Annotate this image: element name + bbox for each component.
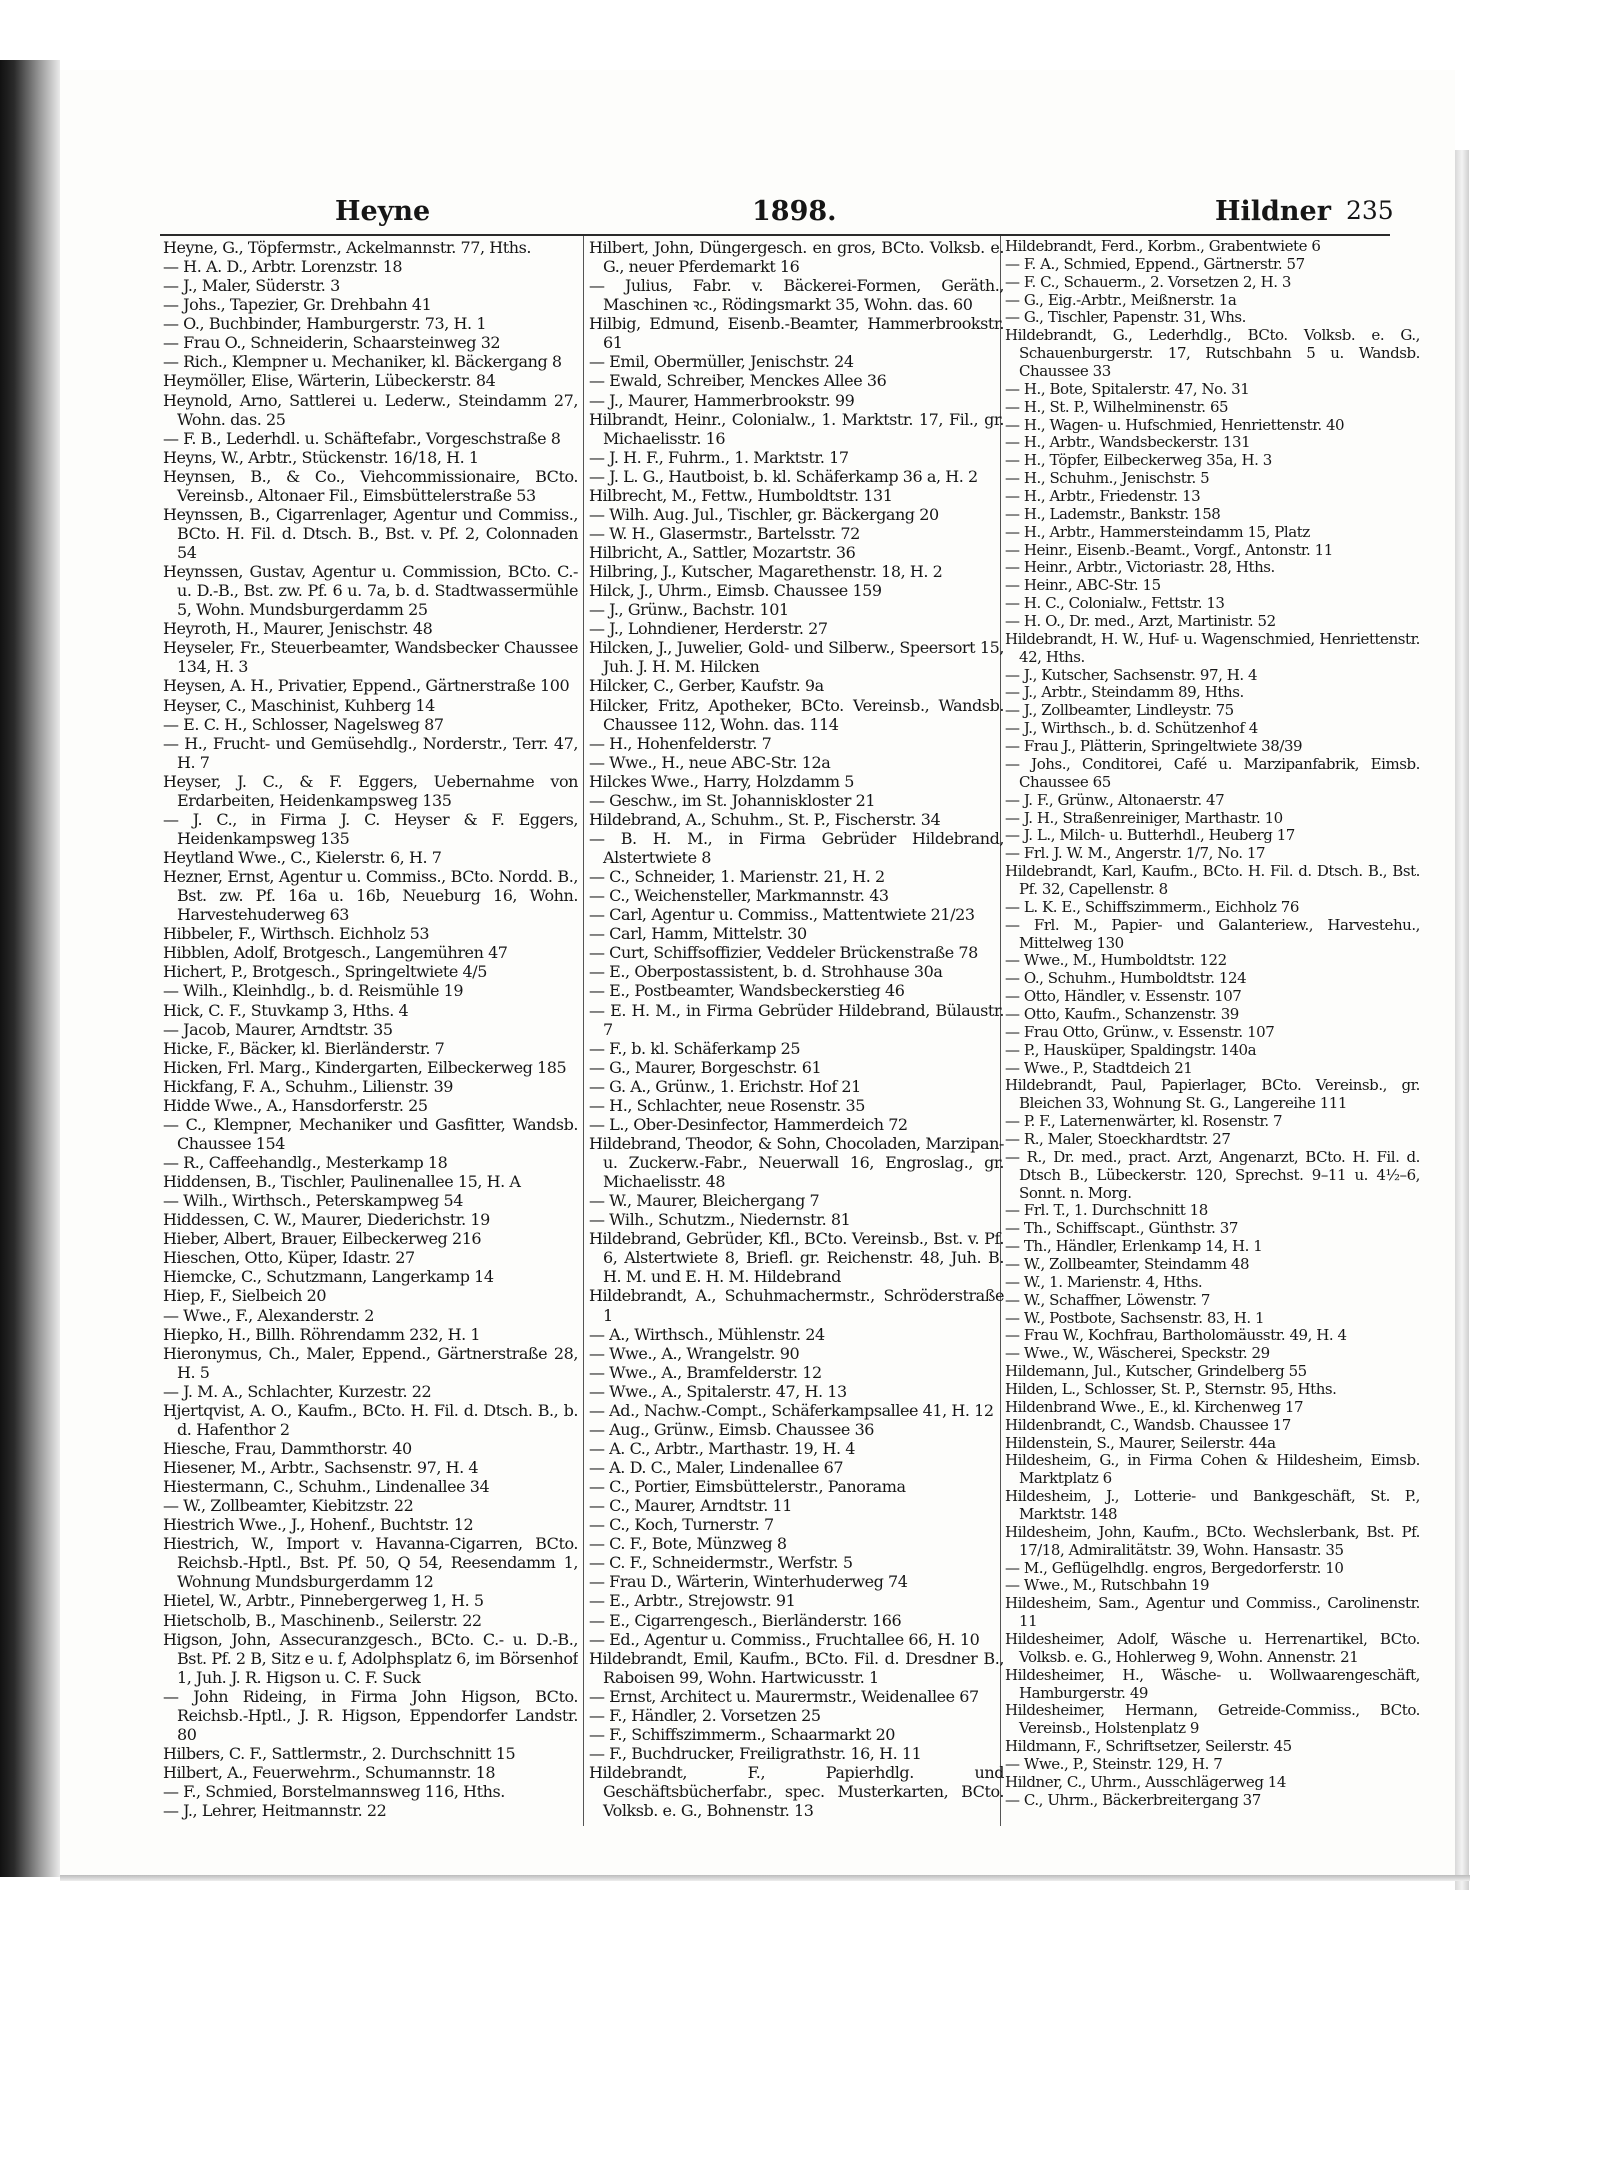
directory-entry: — P. F., Laternenwärter, kl. Rosenstr. 7 bbox=[1005, 1112, 1283, 1131]
directory-entry: — L., Ober-Desinfector, Hammerdeich 72 bbox=[589, 1114, 908, 1134]
directory-entry: — Wwe., F., Alexanderstr. 2 bbox=[163, 1305, 374, 1325]
directory-entry: — Wwe., P., Steinstr. 129, H. 7 bbox=[1005, 1755, 1223, 1774]
directory-entry: Hildebrandt, G., Lederhdlg., BCto. Volksb. e. G., Schauenburgerstr. 17, Rutschbahn 5 u. Wandsb. Chaussee 33 bbox=[1005, 326, 1420, 381]
directory-entry: — J., Lohndiener, Herderstr. 27 bbox=[589, 619, 828, 639]
directory-entry: Hilbrandt, Heinr., Colonialw., 1. Marktstr. 17, Fil., gr. Michaelisstr. 16 bbox=[589, 409, 1004, 448]
directory-entry: Hiestrich Wwe., J., Hohenf., Buchtstr. 12 bbox=[163, 1515, 474, 1535]
directory-entry: — H., Schlachter, neue Rosenstr. 35 bbox=[589, 1095, 866, 1115]
directory-entry: Heynold, Arno, Sattlerei u. Lederw., Steindamm 27, Wohn. das. 25 bbox=[163, 390, 578, 429]
directory-entry: — Th., Schiffscapt., Günthstr. 37 bbox=[1005, 1219, 1238, 1238]
directory-entry: — F., b. kl. Schäferkamp 25 bbox=[589, 1038, 801, 1058]
directory-entry: — G. A., Grünw., 1. Erichstr. Hof 21 bbox=[589, 1076, 861, 1096]
directory-entry: Heyns, W., Arbtr., Stückenstr. 16/18, H. 1 bbox=[163, 447, 479, 467]
directory-entry: Hieronymus, Ch., Maler, Eppend., Gärtnerstraße 28, H. 5 bbox=[163, 1343, 578, 1382]
directory-entry: — J., Arbtr., Steindamm 89, Hths. bbox=[1005, 683, 1244, 702]
directory-entry: Hilbers, C. F., Sattlermstr., 2. Durchschnitt 15 bbox=[163, 1743, 516, 1763]
directory-entry: — M., Geflügelhdlg. engros, Bergedorferstr. 10 bbox=[1005, 1558, 1344, 1577]
directory-entry: Hildenbrandt, C., Wandsb. Chaussee 17 bbox=[1005, 1415, 1291, 1434]
directory-entry: — Ernst, Architect u. Maurermstr., Weidenallee 67 bbox=[589, 1686, 979, 1706]
directory-entry: — J. H., Straßenreiniger, Marthastr. 10 bbox=[1005, 808, 1283, 827]
directory-entry: — H., Töpfer, Eilbeckerweg 35a, H. 3 bbox=[1005, 451, 1272, 470]
directory-entry: — Wwe., H., neue ABC-Str. 12a bbox=[589, 752, 831, 772]
directory-entry: — Wwe., A., Bramfelderstr. 12 bbox=[589, 1362, 822, 1382]
directory-entry: — J., Grünw., Bachstr. 101 bbox=[589, 600, 789, 620]
directory-entry: Hidde Wwe., A., Hansdorferstr. 25 bbox=[163, 1095, 428, 1115]
directory-entry: Hildenstein, S., Maurer, Seilerstr. 44a bbox=[1005, 1433, 1276, 1452]
directory-entry: — Wilh., Kleinhdlg., b. d. Reismühle 19 bbox=[163, 981, 464, 1001]
directory-entry: — F. A., Schmied, Eppend., Gärtnerstr. 57 bbox=[1005, 254, 1305, 273]
directory-entry: Heynssen, Gustav, Agentur u. Commission, BCto. C.-u. D.-B., Bst. zw. Pf. 6 u. 7a, b. d. Stadtwassermühle 5, Wohn. Mundsburgerdamm 25 bbox=[163, 562, 578, 620]
directory-entry: — H., Bote, Spitalerstr. 47, No. 31 bbox=[1005, 379, 1250, 398]
directory-entry: — Frau D., Wärterin, Winterhuderweg 74 bbox=[589, 1572, 908, 1592]
directory-entry: — Frl. T., 1. Durchschnitt 18 bbox=[1005, 1201, 1208, 1220]
directory-entry: — W., Maurer, Bleichergang 7 bbox=[589, 1191, 820, 1211]
directory-entry: Heyseler, Fr., Steuerbeamter, Wandsbecker Chaussee 134, H. 3 bbox=[163, 638, 578, 677]
directory-entry: — H., Frucht- und Gemüsehdlg., Norderstr., Terr. 47, H. 7 bbox=[163, 733, 578, 772]
directory-entry: — Otto, Kaufm., Schanzenstr. 39 bbox=[1005, 1004, 1239, 1023]
directory-entry: — J. L., Milch- u. Butterhdl., Heuberg 17 bbox=[1005, 826, 1295, 845]
directory-entry: — H., Hohenfelderstr. 7 bbox=[589, 733, 772, 753]
directory-entry: Heymöller, Elise, Wärterin, Lübeckerstr. 84 bbox=[163, 371, 496, 391]
directory-entry: — O., Schuhm., Humboldtstr. 124 bbox=[1005, 969, 1247, 988]
directory-entry: Hildesheim, Sam., Agentur und Commiss., Carolinenstr. 11 bbox=[1005, 1594, 1420, 1631]
directory-entry: Hildebrandt, H. W., Huf- u. Wagenschmied, Henriettenstr. 42, Hths. bbox=[1005, 629, 1420, 666]
directory-entry: — Carl, Agentur u. Commiss., Mattentwiete 21/23 bbox=[589, 905, 975, 925]
directory-entry: Hildebrandt, Karl, Kaufm., BCto. H. Fil. d. Dtsch. B., Bst. Pf. 32, Capellenstr. 8 bbox=[1005, 862, 1420, 898]
directory-entry: Hiestermann, C., Schuhm., Lindenallee 34 bbox=[163, 1477, 490, 1497]
directory-entry: Hildner, C., Uhrm., Ausschlägerweg 14 bbox=[1005, 1772, 1286, 1791]
directory-entry: Hildebrand, Theodor, & Sohn, Chocoladen, Marzipan- u. Zuckerw.-Fabr., Neuerwall 16, Engroslag., gr. Michaelisstr. 48 bbox=[589, 1133, 1004, 1192]
directory-entry: Hilbig, Edmund, Eisenb.-Beamter, Hammerbrookstr. 61 bbox=[589, 314, 1004, 353]
directory-entry: Hick, C. F., Stuvkamp 3, Hths. 4 bbox=[163, 1000, 409, 1020]
directory-entry: Hilcker, C., Gerber, Kaufstr. 9a bbox=[589, 676, 824, 696]
directory-entry: — E. C. H., Schlosser, Nagelsweg 87 bbox=[163, 714, 444, 734]
directory-entry: — A., Wirthsch., Mühlenstr. 24 bbox=[589, 1324, 825, 1344]
directory-entry: Heyser, C., Maschinist, Kuhberg 14 bbox=[163, 695, 435, 715]
directory-entry: Heynsen, B., & Co., Viehcommissionaire, BCto. Vereinsb., Altonaer Fil., Eimsbüttelerstraße 53 bbox=[163, 466, 578, 505]
directory-entry: — C., Koch, Turnerstr. 7 bbox=[589, 1515, 774, 1535]
directory-entry: — Jacob, Maurer, Arndtstr. 35 bbox=[163, 1019, 393, 1039]
directory-entry: — Wwe., M., Rutschbahn 19 bbox=[1005, 1576, 1210, 1595]
directory-entry: Hiestrich, W., Import v. Havanna-Cigarren, BCto. Reichsb.-Hptl., Bst. Pf. 50, Q 54, Reesendamm 1, Wohnung Mundsburgerdamm 12 bbox=[163, 1534, 578, 1592]
directory-entry: — H., Schuhm., Jenischstr. 5 bbox=[1005, 469, 1210, 488]
directory-entry: — Rich., Klempner u. Mechaniker, kl. Bäckergang 8 bbox=[163, 352, 562, 372]
directory-entry: Hieschen, Otto, Küper, Idastr. 27 bbox=[163, 1248, 415, 1268]
directory-entry: — Ad., Nachw.-Compt., Schäferkampsallee 41, H. 12 bbox=[589, 1400, 994, 1420]
directory-entry: — R., Caffeehandlg., Mesterkamp 18 bbox=[163, 1153, 448, 1172]
directory-entry: — F. B., Lederhdl. u. Schäftefabr., Vorgeschstraße 8 bbox=[163, 428, 561, 448]
directory-entry: — H., Arbtr., Wandsbeckerstr. 131 bbox=[1005, 433, 1251, 452]
header-right-keyword: Hildner bbox=[1215, 196, 1331, 227]
directory-entry: — Frau O., Schneiderin, Schaarsteinweg 32 bbox=[163, 333, 501, 353]
directory-entry: Hiepko, H., Billh. Röhrendamm 232, H. 1 bbox=[163, 1324, 481, 1344]
directory-entry: Hicke, F., Bäcker, kl. Bierländerstr. 7 bbox=[163, 1038, 445, 1058]
page-number: 235 bbox=[1346, 196, 1394, 225]
directory-entry: — W., Zollbeamter, Steindamm 48 bbox=[1005, 1254, 1250, 1273]
directory-entry: — Wwe., W., Wäscherei, Speckstr. 29 bbox=[1005, 1344, 1270, 1363]
directory-entry: — Aug., Grünw., Eimsb. Chaussee 36 bbox=[589, 1419, 875, 1439]
directory-entry: — H. A. D., Arbtr. Lorenzstr. 18 bbox=[163, 257, 403, 277]
directory-entry: — F., Buchdrucker, Freiligrathstr. 16, H. 11 bbox=[589, 1743, 922, 1763]
directory-entry: — Otto, Händler, v. Essenstr. 107 bbox=[1005, 987, 1242, 1006]
directory-entry: — A. C., Arbtr., Marthastr. 19, H. 4 bbox=[589, 1438, 855, 1458]
directory-entry: — Geschw., im St. Johanniskloster 21 bbox=[589, 790, 876, 810]
directory-entry: — H., St. P., Wilhelminenstr. 65 bbox=[1005, 397, 1229, 416]
directory-entry: Hilbring, J., Kutscher, Magarethenstr. 18, H. 2 bbox=[589, 562, 943, 582]
directory-entry: — J., Maurer, Hammerbrookstr. 99 bbox=[589, 390, 855, 410]
directory-entry: — L. K. E., Schiffszimmerm., Eichholz 76 bbox=[1005, 897, 1299, 916]
directory-entry: Hilbert, A., Feuerwehrm., Schumannstr. 18 bbox=[163, 1763, 496, 1782]
directory-entry: — H., Arbtr., Hammersteindamm 15, Platz bbox=[1005, 522, 1310, 541]
directory-entry: — J., Maler, Süderstr. 3 bbox=[163, 276, 340, 296]
directory-entry: — F., Schmied, Borstelmannsweg 116, Hths. bbox=[163, 1782, 505, 1802]
directory-entry: — E., Oberpostassistent, b. d. Strohhause 30a bbox=[589, 962, 943, 982]
directory-entry: — R., Dr. med., pract. Arzt, Angenarzt, BCto. H. Fil. d. Dtsch B., Lübeckerstr. 120, Sprechst. 9–11 u. 4½–6, Sonnt. n. Morg. bbox=[1005, 1147, 1420, 1202]
directory-entry: Hilbricht, A., Sattler, Mozartstr. 36 bbox=[589, 543, 856, 562]
directory-entry: — C., Klempner, Mechaniker und Gasfitter, Wandsb. Chaussee 154 bbox=[163, 1114, 578, 1153]
directory-entry: Hildmann, F., Schriftsetzer, Seilerstr. 45 bbox=[1005, 1737, 1292, 1756]
directory-entry: — J., Wirthsch., b. d. Schützenhof 4 bbox=[1005, 719, 1258, 738]
directory-entry: — Frl. M., Papier- und Galanteriew., Harvestehu., Mittelweg 130 bbox=[1005, 915, 1420, 952]
directory-entry: Hildebrand, Gebrüder, Kfl., BCto. Vereinsb., Bst. v. Pf. 6, Alstertwiete 8, Briefl. gr. Reichenstr. 48, Juh. B. H. M. und E. H. M. Hildebrand bbox=[589, 1229, 1004, 1287]
directory-entry: — A. D. C., Maler, Lindenallee 67 bbox=[589, 1458, 844, 1477]
directory-entry: — C., Maurer, Arndtstr. 11 bbox=[589, 1496, 792, 1516]
directory-entry: — E., Arbtr., Strejowstr. 91 bbox=[589, 1591, 796, 1611]
directory-entry: Hildesheimer, Hermann, Getreide-Commiss., BCto. Vereinsb., Holstenplatz 9 bbox=[1005, 1701, 1420, 1738]
directory-entry: — Heinr., ABC-Str. 15 bbox=[1005, 576, 1161, 595]
directory-entry: — C., Portier, Eimsbüttelerstr., Panorama bbox=[589, 1477, 906, 1497]
directory-entry: Hiddensen, B., Tischler, Paulinenallee 15, H. A bbox=[163, 1172, 521, 1192]
directory-entry: Hiesche, Frau, Dammthorstr. 40 bbox=[163, 1438, 412, 1458]
directory-entry: — E. H. M., in Firma Gebrüder Hildebrand, Bülaustr. 7 bbox=[589, 1000, 1004, 1039]
directory-entry: — Frau W., Kochfrau, Bartholomäusstr. 49, H. 4 bbox=[1005, 1326, 1347, 1345]
directory-entry: Hilcker, Fritz, Apotheker, BCto. Vereinsb., Wandsb. Chaussee 112, Wohn. das. 114 bbox=[589, 695, 1004, 734]
directory-entry: Heysen, A. H., Privatier, Eppend., Gärtnerstraße 100 bbox=[163, 676, 570, 696]
directory-entry: — Frau Otto, Grünw., v. Essenstr. 107 bbox=[1005, 1022, 1275, 1041]
directory-entry: Hildebrandt, A., Schuhmachermstr., Schröderstraße 1 bbox=[589, 1286, 1004, 1325]
directory-entry: — Ed., Agentur u. Commiss., Fruchtallee 66, H. 10 bbox=[589, 1629, 980, 1649]
directory-entry: Hilckes Wwe., Harry, Holzdamm 5 bbox=[589, 771, 854, 791]
directory-entry: Hildebrandt, Paul, Papierlager, BCto. Vereinsb., gr. Bleichen 33, Wohnung St. G., Langereihe 111 bbox=[1005, 1076, 1420, 1113]
directory-entry: Higson, John, Assecuranzgesch., BCto. C.- u. D.-B., Bst. Pf. 2 B, Sitz e u. f, Adolphsplatz 6, im Börsenhof 1, Juh. J. R. Higson u. C. F. Suck bbox=[163, 1629, 578, 1687]
directory-entry: — Emil, Obermüller, Jenischstr. 24 bbox=[589, 352, 854, 372]
column-divider bbox=[583, 236, 584, 1826]
directory-entry: — E., Cigarrengesch., Bierländerstr. 166 bbox=[589, 1610, 902, 1630]
directory-entry: — W., Postbote, Sachsenstr. 83, H. 1 bbox=[1005, 1308, 1265, 1327]
directory-entry: Hildesheimer, Adolf, Wäsche u. Herrenartikel, BCto. Volksb. e. G., Hohlerweg 9, Wohn. Annenstr. 21 bbox=[1005, 1630, 1420, 1666]
directory-entry: — C., Schneider, 1. Marienstr. 21, H. 2 bbox=[589, 867, 885, 887]
directory-entry: — W., 1. Marienstr. 4, Hths. bbox=[1005, 1272, 1203, 1291]
directory-entry: Hildemann, Jul., Kutscher, Grindelberg 55 bbox=[1005, 1362, 1307, 1381]
directory-entry: Hildenbrand Wwe., E., kl. Kirchenweg 17 bbox=[1005, 1397, 1304, 1416]
directory-entry: — C., Weichensteller, Markmannstr. 43 bbox=[589, 886, 889, 906]
directory-entry: — H., Arbtr., Friedenstr. 13 bbox=[1005, 487, 1201, 506]
directory-column-2 bbox=[589, 236, 1004, 1826]
directory-entry: — C., Uhrm., Bäckerbreitergang 37 bbox=[1005, 1790, 1261, 1809]
directory-entry: Hezner, Ernst, Agentur u. Commiss., BCto. Nordd. B., Bst. zw. Pf. 16a u. 16b, Neueburg 16, Wohn. Harvestehuderweg 63 bbox=[163, 867, 578, 925]
directory-entry: — F., Schiffszimmerm., Schaarmarkt 20 bbox=[589, 1724, 896, 1744]
directory-entry: — P., Hausküper, Spaldingstr. 140a bbox=[1005, 1040, 1257, 1059]
directory-entry: — J., Lehrer, Heitmannstr. 22 bbox=[163, 1801, 387, 1821]
directory-entry: Hietel, W., Arbtr., Pinnebergerweg 1, H. 5 bbox=[163, 1591, 484, 1611]
directory-entry: — W., Zollbeamter, Kiebitzstr. 22 bbox=[163, 1496, 414, 1516]
directory-entry: — J., Kutscher, Sachsenstr. 97, H. 4 bbox=[1005, 665, 1258, 684]
directory-entry: — H. O., Dr. med., Arzt, Martinistr. 52 bbox=[1005, 612, 1276, 631]
directory-entry: — C. F., Bote, Münzweg 8 bbox=[589, 1534, 787, 1554]
directory-entry: — J. M. A., Schlachter, Kurzestr. 22 bbox=[163, 1381, 432, 1401]
directory-entry: Heyser, J. C., & F. Eggers, Uebernahme von Erdarbeiten, Heidenkampsweg 135 bbox=[163, 771, 578, 810]
directory-entry: Heyne, G., Töpfermstr., Ackelmannstr. 77, Hths. bbox=[163, 238, 531, 257]
directory-entry: — Heinr., Eisenb.-Beamt., Vorgf., Antonstr. 11 bbox=[1005, 540, 1333, 559]
directory-entry: — Wilh., Schutzm., Niedernstr. 81 bbox=[589, 1210, 851, 1230]
directory-entry: — W., Schaffner, Löwenstr. 7 bbox=[1005, 1290, 1210, 1309]
book-binding-shadow bbox=[0, 60, 60, 1877]
directory-entry: Hilbert, John, Düngergesch. en gros, BCto. Volksb. e. G., neuer Pferdemarkt 16 bbox=[589, 238, 1004, 277]
directory-entry: — C. F., Schneidermstr., Werfstr. 5 bbox=[589, 1553, 853, 1573]
directory-entry: — E., Postbeamter, Wandsbeckerstieg 46 bbox=[589, 981, 905, 1001]
directory-entry: Hickfang, F. A., Schuhm., Lilienstr. 39 bbox=[163, 1076, 454, 1096]
directory-entry: — Wwe., P., Stadtdeich 21 bbox=[1005, 1058, 1193, 1077]
page-edge-bottom bbox=[60, 1875, 1470, 1881]
directory-entry: — R., Maler, Stoeckhardtstr. 27 bbox=[1005, 1129, 1231, 1148]
directory-entry: — J. F., Grünw., Altonaerstr. 47 bbox=[1005, 790, 1225, 809]
directory-entry: — Carl, Hamm, Mittelstr. 30 bbox=[589, 924, 807, 944]
directory-entry: — Wilh., Wirthsch., Peterskampweg 54 bbox=[163, 1191, 464, 1211]
directory-entry: Hietscholb, B., Maschinenb., Seilerstr. 22 bbox=[163, 1610, 482, 1630]
header-year: 1898. bbox=[752, 196, 837, 227]
directory-entry: — Johs., Conditorei, Café u. Marzipanfabrik, Eimsb. Chaussee 65 bbox=[1005, 754, 1420, 791]
directory-entry: — Julius, Fabr. v. Bäckerei-Formen, Geräth., Maschinen ꝛc., Rödingsmarkt 35, Wohn. das. 60 bbox=[589, 276, 1004, 315]
directory-column-3 bbox=[1005, 236, 1420, 1826]
directory-entry: — J. H. F., Fuhrm., 1. Marktstr. 17 bbox=[589, 447, 849, 467]
directory-entry: Hildebrand, A., Schuhm., St. P., Fischerstr. 34 bbox=[589, 809, 941, 829]
directory-entry: Hieber, Albert, Brauer, Eilbeckerweg 216 bbox=[163, 1229, 482, 1249]
directory-entry: Hiesener, M., Arbtr., Sachsenstr. 97, H. 4 bbox=[163, 1458, 479, 1477]
directory-entry: Heyroth, H., Maurer, Jenischstr. 48 bbox=[163, 619, 433, 639]
directory-entry: — Frau J., Plätterin, Springeltwiete 38/39 bbox=[1005, 737, 1303, 756]
directory-entry: Hichert, P., Brotgesch., Springeltwiete 4/5 bbox=[163, 962, 487, 982]
directory-entry: Hildesheim, G., in Firma Cohen & Hildesheim, Eimsb. Marktplatz 6 bbox=[1005, 1451, 1420, 1488]
directory-entry: Heytland Wwe., C., Kielerstr. 6, H. 7 bbox=[163, 848, 442, 867]
directory-entry: — H. C., Colonialw., Fettstr. 13 bbox=[1005, 594, 1225, 613]
directory-entry: Hildesheim, John, Kaufm., BCto. Wechslerbank, Bst. Pf. 17/18, Admiralitätstr. 39, Wohn. Hansastr. 35 bbox=[1005, 1522, 1420, 1559]
directory-entry: Hilbrecht, M., Fettw., Humboldtstr. 131 bbox=[589, 485, 893, 505]
directory-entry: Heynssen, B., Cigarrenlager, Agentur und Commiss., BCto. H. Fil. d. Dtsch. B., Bst. v. Pf. 2, Colonnaden 54 bbox=[163, 504, 578, 562]
directory-entry: — G., Eig.-Arbtr., Meißnerstr. 1a bbox=[1005, 290, 1237, 309]
directory-entry: Hilden, L., Schlosser, St. P., Sternstr. 95, Hths. bbox=[1005, 1380, 1337, 1398]
directory-entry: — H., Lademstr., Bankstr. 158 bbox=[1005, 504, 1221, 523]
directory-entry: Hiemcke, C., Schutzmann, Langerkamp 14 bbox=[163, 1267, 494, 1287]
directory-entry: — John Rideing, in Firma John Higson, BCto. Reichsb.-Hptl., J. R. Higson, Eppendorfer Landstr. 80 bbox=[163, 1686, 578, 1744]
directory-entry: — Curt, Schiffsoffizier, Veddeler Brückenstraße 78 bbox=[589, 943, 978, 963]
directory-entry: Hildebrandt, Ferd., Korbm., Grabentwiete 6 bbox=[1005, 237, 1321, 255]
directory-column-1 bbox=[163, 236, 578, 1826]
directory-entry: — Heinr., Arbtr., Victoriastr. 28, Hths. bbox=[1005, 558, 1275, 577]
directory-entry: — Frl. J. W. M., Angerstr. 1/7, No. 17 bbox=[1005, 844, 1266, 863]
directory-entry: — Johs., Tapezier, Gr. Drehbahn 41 bbox=[163, 295, 432, 315]
directory-entry: — B. H. M., in Firma Gebrüder Hildebrand, Alstertwiete 8 bbox=[589, 828, 1004, 867]
directory-entry: Hicken, Frl. Marg., Kindergarten, Eilbeckerweg 185 bbox=[163, 1057, 567, 1077]
directory-entry: — O., Buchbinder, Hamburgerstr. 73, H. 1 bbox=[163, 314, 487, 334]
directory-entry: Hjertqvist, A. O., Kaufm., BCto. H. Fil. d. Dtsch. B., b. d. Hafenthor 2 bbox=[163, 1400, 578, 1439]
directory-entry: Hildesheim, J., Lotterie- und Bankgeschäft, St. P., Marktstr. 148 bbox=[1005, 1487, 1420, 1524]
directory-entry: — Wwe., M., Humboldtstr. 122 bbox=[1005, 951, 1227, 970]
directory-entry: — H., Wagen- u. Hufschmied, Henriettenstr. 40 bbox=[1005, 415, 1345, 434]
directory-entry: — G., Maurer, Borgeschstr. 61 bbox=[589, 1057, 822, 1077]
directory-entry: — W. H., Glasermstr., Bartelsstr. 72 bbox=[589, 523, 860, 543]
directory-entry: — J., Zollbeamter, Lindleystr. 75 bbox=[1005, 701, 1234, 720]
header-left-keyword: Heyne bbox=[335, 196, 431, 227]
directory-entry: Hibbeler, F., Wirthsch. Eichholz 53 bbox=[163, 924, 430, 944]
directory-entry: Hildesheimer, H., Wäsche- u. Wollwaarengeschäft, Hamburgerstr. 49 bbox=[1005, 1665, 1420, 1702]
directory-entry: — Wwe., A., Spitalerstr. 47, H. 13 bbox=[589, 1381, 847, 1401]
directory-entry: Hiddessen, C. W., Maurer, Diederichstr. 19 bbox=[163, 1210, 490, 1230]
directory-entry: Hilcken, J., Juwelier, Gold- und Silberw., Speersort 15, Juh. J. H. M. Hilcken bbox=[589, 638, 1004, 677]
directory-entry: — G., Tischler, Papenstr. 31, Whs. bbox=[1005, 308, 1246, 327]
directory-entry: — J. L. G., Hautboist, b. kl. Schäferkamp 36 a, H. 2 bbox=[589, 466, 978, 486]
directory-entry: — F., Händler, 2. Vorsetzen 25 bbox=[589, 1705, 821, 1725]
directory-entry: — Ewald, Schreiber, Menckes Allee 36 bbox=[589, 371, 887, 391]
directory-entry: — Th., Händler, Erlenkamp 14, H. 1 bbox=[1005, 1237, 1263, 1256]
directory-entry: Hildebrandt, F., Papierhdlg. und Geschäftsbücherfabr., spec. Musterkarten, BCto. Volksb. e. G., Bohnenstr. 13 bbox=[589, 1763, 1004, 1821]
directory-entry: — Wwe., A., Wrangelstr. 90 bbox=[589, 1343, 800, 1363]
directory-entry: — F. C., Schauerm., 2. Vorsetzen 2, H. 3 bbox=[1005, 272, 1291, 291]
directory-entry: Hiep, F., Sielbeich 20 bbox=[163, 1286, 327, 1306]
page-edge-right bbox=[1455, 150, 1469, 1890]
directory-entry: Hilck, J., Uhrm., Eimsb. Chaussee 159 bbox=[589, 581, 882, 601]
directory-entry: Hibblen, Adolf, Brotgesch., Langemühren 47 bbox=[163, 943, 508, 963]
directory-entry: — J. C., in Firma J. C. Heyser & F. Eggers, Heidenkampsweg 135 bbox=[163, 809, 578, 848]
directory-entry: — Wilh. Aug. Jul., Tischler, gr. Bäckergang 20 bbox=[589, 504, 939, 524]
directory-entry: Hildebrandt, Emil, Kaufm., BCto. Fil. d. Dresdner B., Raboisen 99, Wohn. Hartwicusstr. 1 bbox=[589, 1648, 1004, 1687]
